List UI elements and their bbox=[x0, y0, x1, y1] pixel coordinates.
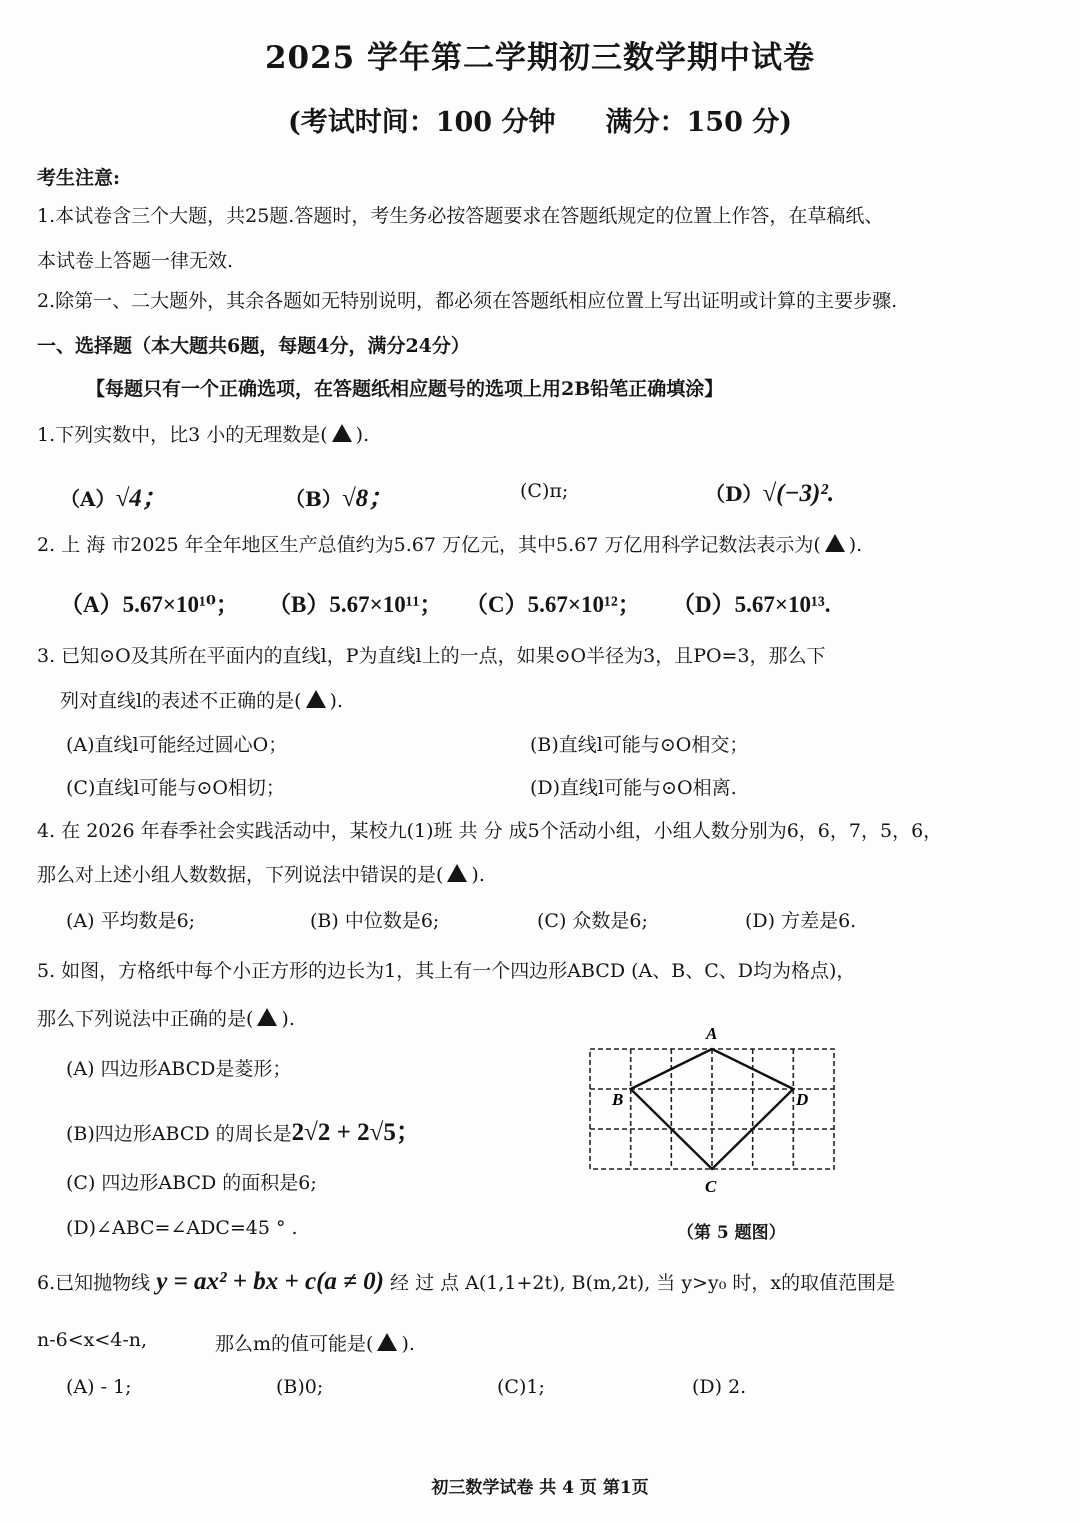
notice-heading: 考生注意: bbox=[37, 167, 121, 189]
exam-subtitle bbox=[0, 100, 1080, 139]
q4-stem-line1: 4. 在 2026 年春季社会实践活动中，某校九(1)班 共 分 成5个活动小组，小组人数分别为6，6，7，5，6， bbox=[37, 820, 943, 842]
q6-stem-line2 bbox=[215, 1329, 415, 1356]
q6-stem-text-2: 经 过 点 A(1,1+2t), B(m,2t), 当 y>y₀ 时，x的取值范围是 bbox=[390, 1272, 896, 1294]
answer-triangle-icon bbox=[447, 864, 467, 882]
q6-stem-line1 bbox=[37, 1268, 895, 1296]
q1-stem-end: ). bbox=[355, 424, 370, 446]
answer-triangle-icon bbox=[332, 424, 352, 442]
answer-triangle-icon bbox=[377, 1333, 397, 1351]
vertex-label-b: B bbox=[612, 1090, 624, 1109]
q1-option-c: (C)π; bbox=[520, 480, 569, 502]
notice-item2: 2.除第一、二大题外，其余各题如无特别说明，都必须在答题纸相应位置上写出证明或计算的主要步骤. bbox=[37, 290, 898, 312]
q6-option-b: (B)0; bbox=[276, 1376, 324, 1398]
q1-option-b-label: （B） bbox=[285, 487, 342, 511]
page-footer: 初三数学试卷 共 4 页 第1页 bbox=[431, 1478, 649, 1498]
q4-option-a: (A) 平均数是6; bbox=[66, 910, 196, 932]
q1-option-d-value: √(−3)². bbox=[762, 480, 835, 507]
q3-stem-line1: 3. 已知⊙O及其所在平面内的直线l，P为直线l上的一点，如果⊙O半径为3，且PO=3，那么下 bbox=[37, 645, 826, 667]
q1-option-a bbox=[60, 478, 167, 514]
q1-option-a-label: （A） bbox=[60, 487, 116, 511]
q5-option-b-text: (B)四边形ABCD 的周长是 bbox=[66, 1123, 292, 1145]
q3-stem-end: ). bbox=[329, 690, 343, 712]
answer-triangle-icon bbox=[306, 690, 326, 708]
q5-stem-line2 bbox=[37, 1004, 295, 1031]
q4-stem-text: 那么对上述小组人数数据，下列说法中错误的是( bbox=[37, 864, 444, 886]
q6-option-a: (A) - 1; bbox=[66, 1376, 132, 1398]
q5-stem-end: ). bbox=[281, 1008, 295, 1030]
q2-stem-text: 2. 上 海 市2025 年全年地区生产总值约为5.67 万亿元，其中5.67 万亿用科学记数法表示为( bbox=[37, 534, 821, 556]
answer-triangle-icon bbox=[257, 1008, 277, 1026]
q5-option-b-formula: 2√2 + 2√5； bbox=[291, 1119, 421, 1146]
q5-option-c: (C) 四边形ABCD 的面积是6; bbox=[66, 1172, 317, 1194]
q5-stem-text: 那么下列说法中正确的是( bbox=[37, 1008, 254, 1030]
q6-stem-end: ). bbox=[401, 1333, 415, 1355]
q6-option-d: (D) 2. bbox=[692, 1376, 747, 1398]
notice-item1-line2: 本试卷上答题一律无效. bbox=[37, 250, 234, 272]
q1-stem-text: 1.下列实数中，比3 小的无理数是( bbox=[37, 424, 328, 446]
q2-option-b: （B）5.67×10¹¹； bbox=[268, 592, 443, 617]
q5-figure bbox=[580, 1022, 850, 1197]
q6-option-c: (C)1; bbox=[497, 1376, 545, 1398]
notice-item1-line1: 1.本试卷含三个大题，共25题.答题时，考生务必按答题要求在答题纸规定的位置上作答，在草稿纸、 bbox=[37, 205, 884, 227]
section1-heading: 一、选择题（本大题共6题，每题4分，满分24分） bbox=[37, 335, 470, 357]
q1-stem bbox=[37, 420, 369, 447]
q5-stem-line1: 5. 如图，方格纸中每个小正方形的边长为1，其上有一个四边形ABCD (A、B、C、D均为格点)， bbox=[37, 960, 856, 982]
q4-stem-line2 bbox=[37, 860, 485, 887]
vertex-label-c: C bbox=[705, 1177, 717, 1196]
q6-parabola-formula: y = ax² + bx + c(a ≠ 0) bbox=[156, 1268, 384, 1295]
q1-option-b-value: √8； bbox=[341, 485, 394, 512]
exam-time: (考试时间：100 分钟 bbox=[287, 107, 556, 138]
exam-score: 满分：150 分) bbox=[605, 107, 793, 138]
q3-option-d: (D)直线l可能与⊙O相离. bbox=[530, 777, 737, 799]
q6-stem-question: 那么m的值可能是( bbox=[215, 1333, 374, 1355]
q2-stem bbox=[37, 530, 862, 557]
q5-option-b bbox=[66, 1112, 421, 1148]
exam-title: 2025 学年第二学期初三数学期中试卷 bbox=[264, 40, 816, 76]
q3-stem-text: 列对直线l的表述不正确的是( bbox=[60, 690, 302, 712]
q3-option-c: (C)直线l可能与⊙O相切； bbox=[66, 777, 285, 799]
q2-option-a: （A）5.67×10¹⁰； bbox=[60, 592, 239, 617]
q4-option-b: (B) 中位数是6; bbox=[310, 910, 440, 932]
q4-stem-end: ). bbox=[471, 864, 485, 886]
q4-option-d: (D) 方差是6. bbox=[745, 910, 857, 932]
q6-range: n-6<x<4-n, bbox=[37, 1329, 148, 1351]
q3-stem-line2 bbox=[60, 686, 343, 713]
q3-option-b: (B)直线l可能与⊙O相交； bbox=[530, 734, 749, 756]
vertex-label-a: A bbox=[706, 1024, 718, 1043]
q2-option-c: （C）5.67×10¹²； bbox=[465, 592, 641, 617]
q3-option-a: (A)直线l可能经过圆心O； bbox=[66, 734, 288, 756]
q5-option-a: (A) 四边形ABCD是菱形； bbox=[66, 1058, 292, 1080]
q1-option-d-label: （D） bbox=[705, 482, 763, 506]
vertex-label-d: D bbox=[796, 1090, 809, 1109]
q2-stem-end: ). bbox=[848, 534, 863, 556]
q6-stem-text: 6.已知抛物线 bbox=[37, 1272, 151, 1294]
grid bbox=[590, 1049, 834, 1169]
q1-option-a-value: √4； bbox=[115, 485, 167, 512]
q5-figure-caption: （第 5 题图） bbox=[677, 1223, 786, 1243]
section1-instruction: 【每题只有一个正确选项，在答题纸相应题号的选项上用2B铅笔正确填涂】 bbox=[86, 378, 724, 400]
q1-option-b bbox=[285, 478, 393, 514]
q2-option-d: （D）5.67×10¹³. bbox=[672, 592, 831, 617]
q1-option-d bbox=[705, 478, 834, 508]
q4-option-c: (C) 众数是6; bbox=[537, 910, 648, 932]
q5-option-d: (D)∠ABC=∠ADC=45 ° . bbox=[66, 1217, 298, 1239]
answer-triangle-icon bbox=[825, 534, 845, 552]
